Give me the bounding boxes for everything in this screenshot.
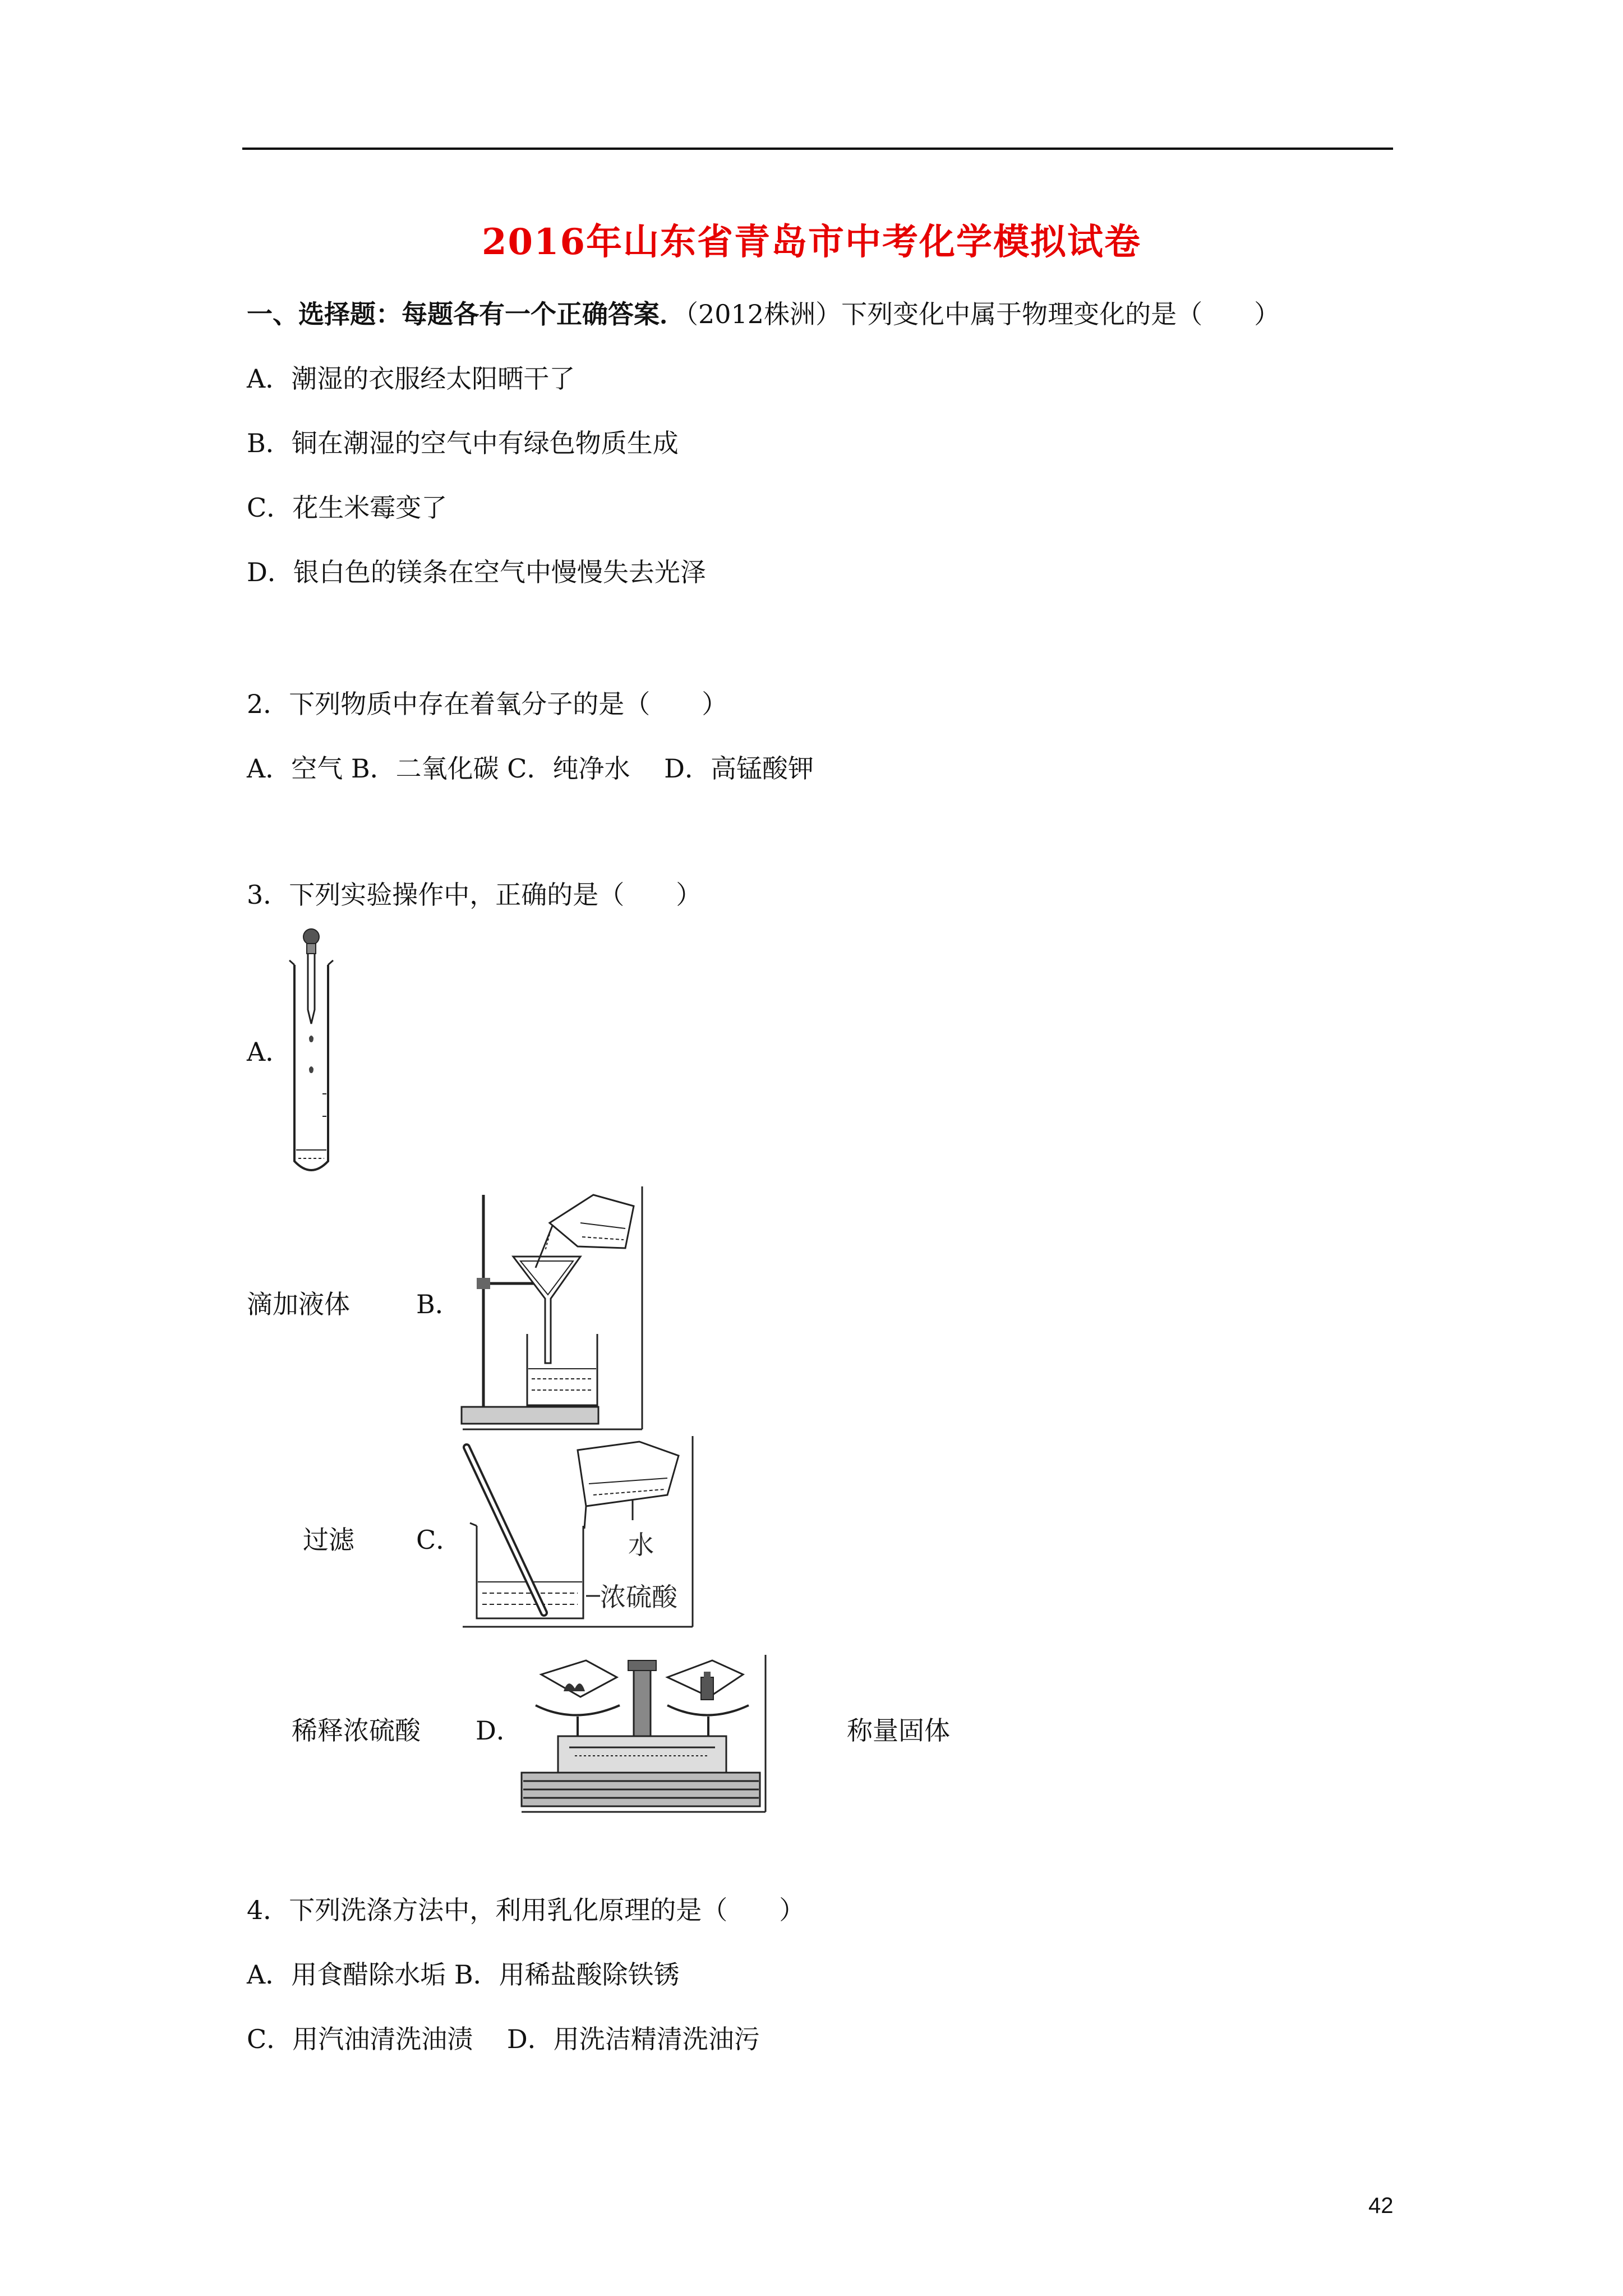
acid-label: 浓硫酸 [600, 1582, 677, 1612]
q3-label-a: A． [247, 1037, 292, 1067]
q1-option-a: A．潮湿的衣服经太阳晒干了 [247, 364, 575, 394]
acid-dilution-figure [460, 1433, 695, 1630]
question-4-stem: 4．下列洗涤方法中，利用乳化原理的是（ ） [247, 1895, 805, 1925]
q3-caption-b: 过滤 [303, 1525, 354, 1555]
q1-option-b: B．铜在潮湿的空气中有绿色物质生成 [247, 428, 679, 458]
q3-label-b: B． [416, 1289, 461, 1319]
question-3-stem: 3．下列实验操作中，正确的是（ ） [247, 880, 702, 910]
q1-option-c: C．花生米霉变了 [247, 493, 448, 523]
q4-options-line-1: A．用食醋除水垢 B．用稀盐酸除铁锈 [247, 1959, 680, 1990]
question-2-stem: 2．下列物质中存在着氧分子的是（ ） [247, 689, 728, 719]
filtration-figure [460, 1184, 645, 1430]
q3-caption-c: 稀释浓硫酸 [292, 1715, 421, 1746]
q2-options: A．空气 B．二氧化碳 C．纯净水 D．高锰酸钾 [247, 753, 814, 784]
dropper-test-tube-figure [286, 926, 336, 1178]
q3-label-c: C． [416, 1525, 462, 1555]
header-rule [242, 148, 1393, 150]
q1-option-d: D．银白色的镁条在空气中慢慢失去光泽 [247, 557, 706, 587]
q3-caption-a: 滴加液体 [247, 1289, 350, 1319]
balance-figure [519, 1652, 771, 1815]
water-label: 水 [628, 1530, 654, 1560]
q4-options-line-2: C．用汽油清洗油渍 D．用洗洁精清洗油污 [247, 2024, 760, 2054]
page-number: 42 [1368, 2193, 1394, 2218]
q1-stem-text: （2012株洲）下列变化中属于物理变化的是（ ） [685, 299, 1280, 329]
q3-caption-d: 称量固体 [847, 1715, 950, 1746]
q3-label-d: D． [476, 1715, 522, 1746]
document-title: 2016年山东省青岛市中考化学模拟试卷 [481, 221, 1142, 263]
section-heading: 一、选择题：每题各有一个正确答案． [247, 299, 685, 329]
question-1-stem [247, 297, 1280, 331]
